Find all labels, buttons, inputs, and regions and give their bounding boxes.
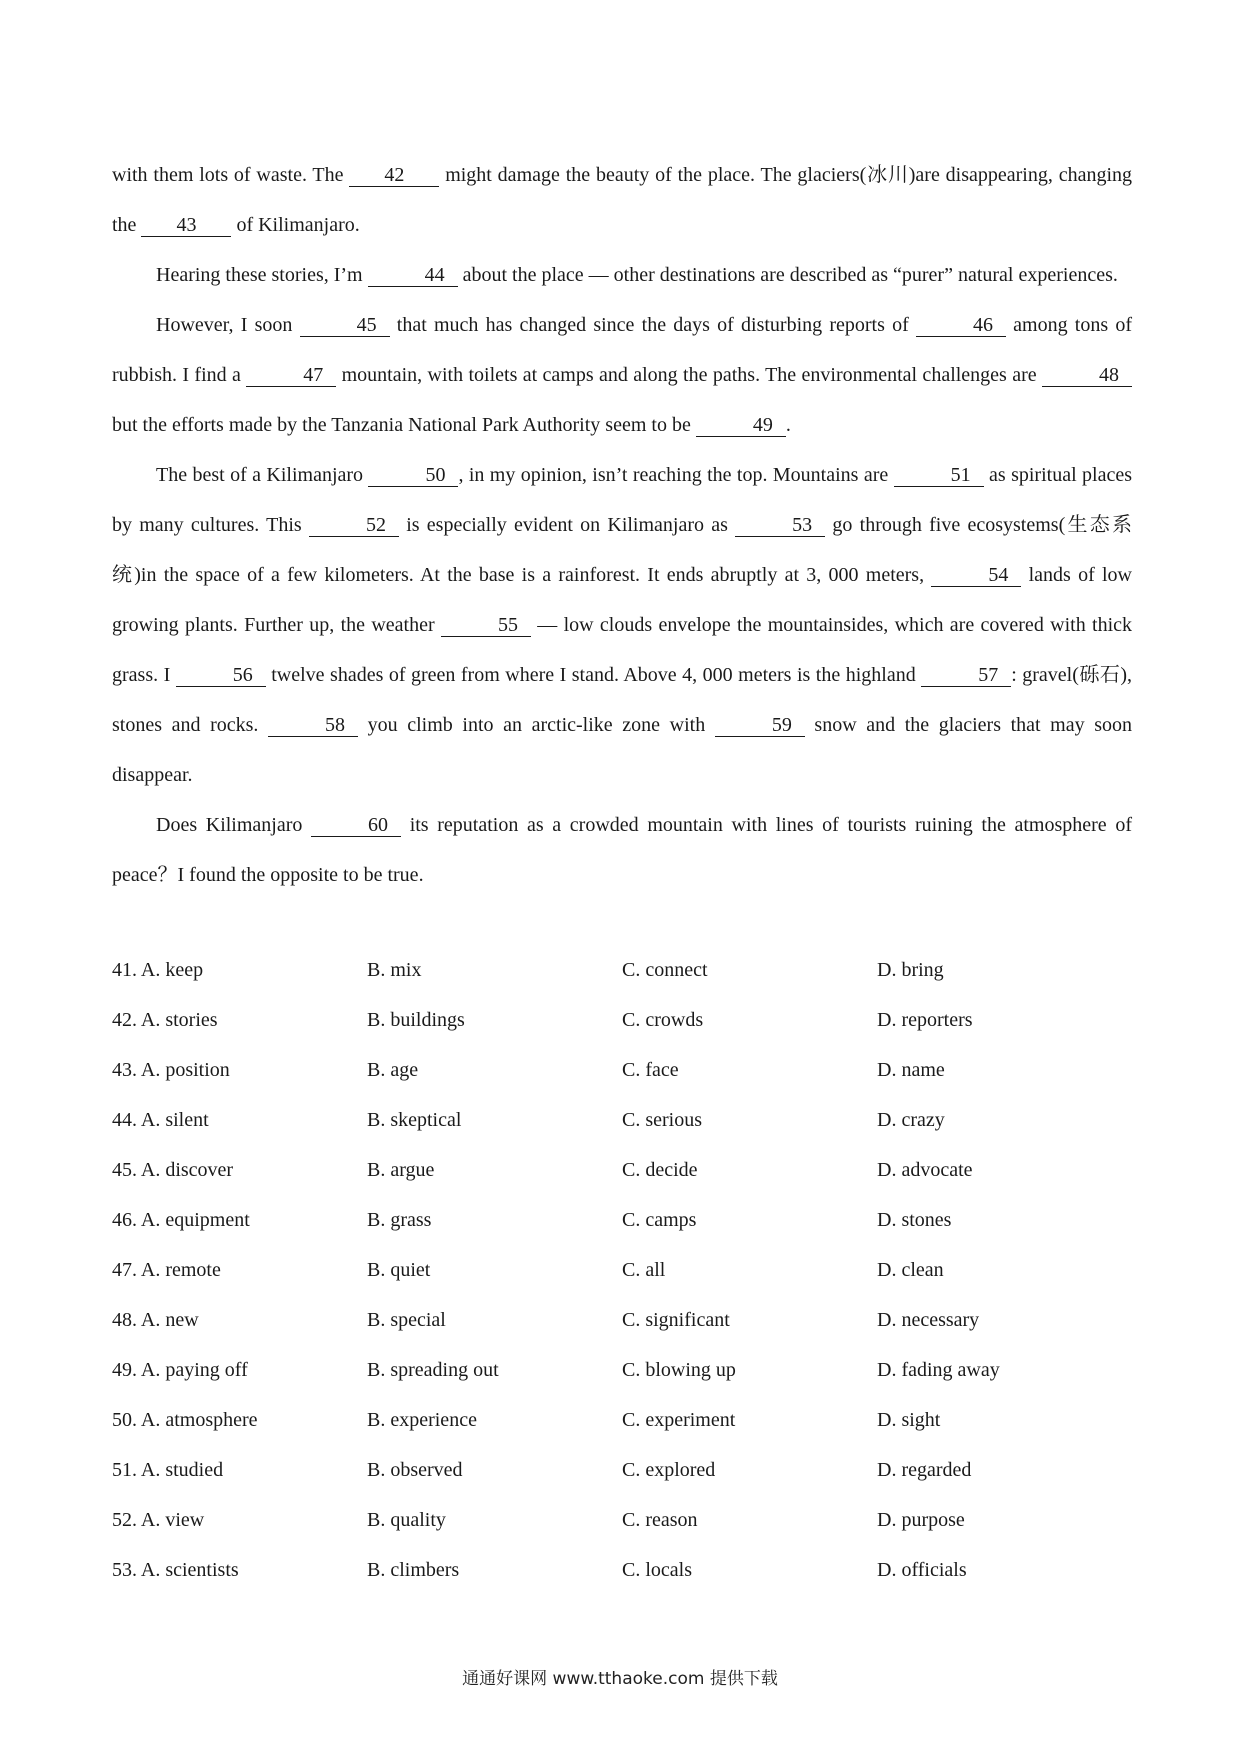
option-d: D. bring (877, 959, 944, 981)
option-b: B. spreading out (367, 1359, 499, 1381)
option-a: 43. A. position (112, 1059, 230, 1081)
option-c: C. connect (622, 959, 708, 981)
paragraph-1 (112, 150, 1132, 250)
option-c: C. blowing up (622, 1359, 736, 1381)
option-c: C. reason (622, 1509, 698, 1531)
option-a: 44. A. silent (112, 1109, 209, 1131)
blank-56: 56 (176, 664, 266, 687)
option-b: B. argue (367, 1159, 435, 1181)
paragraph-4 (112, 450, 1132, 800)
cloze-passage (112, 150, 1132, 900)
option-b: B. special (367, 1309, 446, 1331)
option-b: B. climbers (367, 1559, 460, 1581)
option-b: B. skeptical (367, 1109, 462, 1131)
option-a: 48. A. new (112, 1309, 199, 1331)
option-a: 42. A. stories (112, 1009, 218, 1031)
answer-options-list (112, 945, 1132, 1595)
question-options-row (112, 1345, 1132, 1395)
question-options-row (112, 1245, 1132, 1295)
question-options-row (112, 1445, 1132, 1495)
page-footer: 通通好课网 www.tthaoke.com 提供下载 (462, 1669, 778, 1689)
option-a: 49. A. paying off (112, 1359, 248, 1381)
option-d: D. advocate (877, 1159, 973, 1181)
option-c: C. camps (622, 1209, 697, 1231)
option-a: 51. A. studied (112, 1459, 224, 1481)
option-b: B. buildings (367, 1009, 465, 1031)
option-d: D. necessary (877, 1309, 980, 1331)
option-d: D. fading away (877, 1359, 1000, 1381)
passage-text: : gravel(砾石), stones and rocks. (112, 664, 1132, 736)
blank-59: 59 (715, 714, 805, 737)
blank-42: 42 (349, 164, 439, 187)
option-d: D. purpose (877, 1509, 965, 1531)
blank-55: 55 (441, 614, 531, 637)
blank-57: 57 (921, 664, 1011, 687)
passage-text: you climb into an arctic-like zone with (358, 714, 715, 736)
question-options-row (112, 995, 1132, 1045)
blank-53: 53 (735, 514, 825, 537)
passage-text: as spiritual places by many cultures. This (112, 464, 1132, 536)
blank-60: 60 (311, 814, 401, 837)
option-b: B. quality (367, 1509, 446, 1531)
option-c: C. decide (622, 1159, 698, 1181)
option-d: D. crazy (877, 1109, 945, 1131)
passage-text: snow and the glaciers that may soon disappear. (112, 714, 1133, 786)
option-c: C. serious (622, 1109, 702, 1131)
passage-text: , in my opinion, isn’t reaching the top. Mountains are (458, 464, 894, 486)
option-a: 52. A. view (112, 1509, 205, 1531)
passage-text: twelve shades of green from where I stand. Above 4, 000 meters is the highland (265, 664, 922, 686)
passage-text: mountain, with toilets at camps and along the paths. The environmental challenges are (336, 364, 1042, 386)
passage-text: is especially evident on Kilimanjaro as (398, 514, 736, 536)
question-options-row (112, 1095, 1132, 1145)
option-a: 53. A. scientists (112, 1559, 239, 1581)
option-c: C. experiment (622, 1409, 736, 1431)
option-a: 50. A. atmosphere (112, 1409, 258, 1431)
blank-45: 45 (300, 314, 390, 337)
passage-text: but the efforts made by the Tanzania National Park Authority seem to be (112, 414, 696, 436)
option-c: C. explored (622, 1459, 716, 1481)
passage-text: about the place — other destinations are described as “purer” natural experiences. (457, 264, 1118, 286)
question-options-row (112, 1045, 1132, 1095)
passage-text: . (785, 414, 791, 436)
option-d: D. reporters (877, 1009, 973, 1031)
option-d: D. stones (877, 1209, 952, 1231)
blank-50: 50 (368, 464, 458, 487)
passage-text: that much has changed since the days of disturbing reports of (389, 314, 916, 336)
blank-49: 49 (696, 414, 786, 437)
passage-text: go through five ecosystems(生态系统)in the space of a few kilometers. At the base is a rainforest. It ends abruptly at 3, 000 meters, (112, 514, 1132, 586)
option-b: B. age (367, 1059, 419, 1081)
option-b: B. experience (367, 1409, 477, 1431)
option-d: D. officials (877, 1559, 967, 1581)
blank-47: 47 (246, 364, 336, 387)
question-options-row (112, 1295, 1132, 1345)
blank-44: 44 (368, 264, 458, 287)
passage-text: However, I soon (156, 314, 300, 336)
blank-54: 54 (931, 564, 1021, 587)
question-options-row (112, 1145, 1132, 1195)
passage-text: lands of low growing plants. Further up, the weather (112, 564, 1132, 636)
question-options-row (112, 945, 1132, 995)
blank-48: 48 (1042, 364, 1132, 387)
option-b: B. observed (367, 1459, 463, 1481)
option-c: C. crowds (622, 1009, 704, 1031)
option-d: D. sight (877, 1409, 941, 1431)
option-d: D. name (877, 1059, 945, 1081)
option-b: B. mix (367, 959, 422, 981)
option-b: B. quiet (367, 1259, 431, 1281)
blank-43: 43 (141, 214, 231, 237)
passage-text: with them lots of waste. The (112, 164, 350, 186)
passage-text: The best of a Kilimanjaro (156, 464, 369, 486)
option-d: D. clean (877, 1259, 944, 1281)
blank-52: 52 (309, 514, 399, 537)
blank-51: 51 (894, 464, 984, 487)
option-a: 47. A. remote (112, 1259, 221, 1281)
passage-text: Hearing these stories, I’m (156, 264, 368, 286)
blank-46: 46 (916, 314, 1006, 337)
option-c: C. face (622, 1059, 679, 1081)
option-d: D. regarded (877, 1459, 972, 1481)
paragraph-5 (112, 800, 1132, 900)
question-options-row (112, 1195, 1132, 1245)
question-options-row (112, 1495, 1132, 1545)
option-c: C. all (622, 1259, 666, 1281)
option-c: C. locals (622, 1559, 692, 1581)
passage-text: — low clouds envelope the mountainsides, which are covered with thick grass. I (112, 614, 1133, 686)
paragraph-3 (112, 300, 1132, 450)
passage-text: of Kilimanjaro. (231, 214, 360, 236)
passage-text: its reputation as a crowded mountain with lines of tourists ruining the atmosphere of peace？I found the opposite to be true. (112, 814, 1132, 886)
option-a: 45. A. discover (112, 1159, 234, 1181)
passage-text: might damage the beauty of the place. The glaciers(冰川)are disappearing, changing the (112, 164, 1132, 236)
question-options-row (112, 1545, 1132, 1595)
passage-text: Does Kilimanjaro (156, 814, 312, 836)
question-options-row (112, 1395, 1132, 1445)
option-b: B. grass (367, 1209, 432, 1231)
passage-text: among tons of rubbish. I find a (112, 314, 1133, 386)
paragraph-2 (112, 250, 1132, 300)
option-a: 46. A. equipment (112, 1209, 250, 1231)
blank-58: 58 (268, 714, 358, 737)
option-a: 41. A. keep (112, 959, 204, 981)
option-c: C. significant (622, 1309, 730, 1331)
